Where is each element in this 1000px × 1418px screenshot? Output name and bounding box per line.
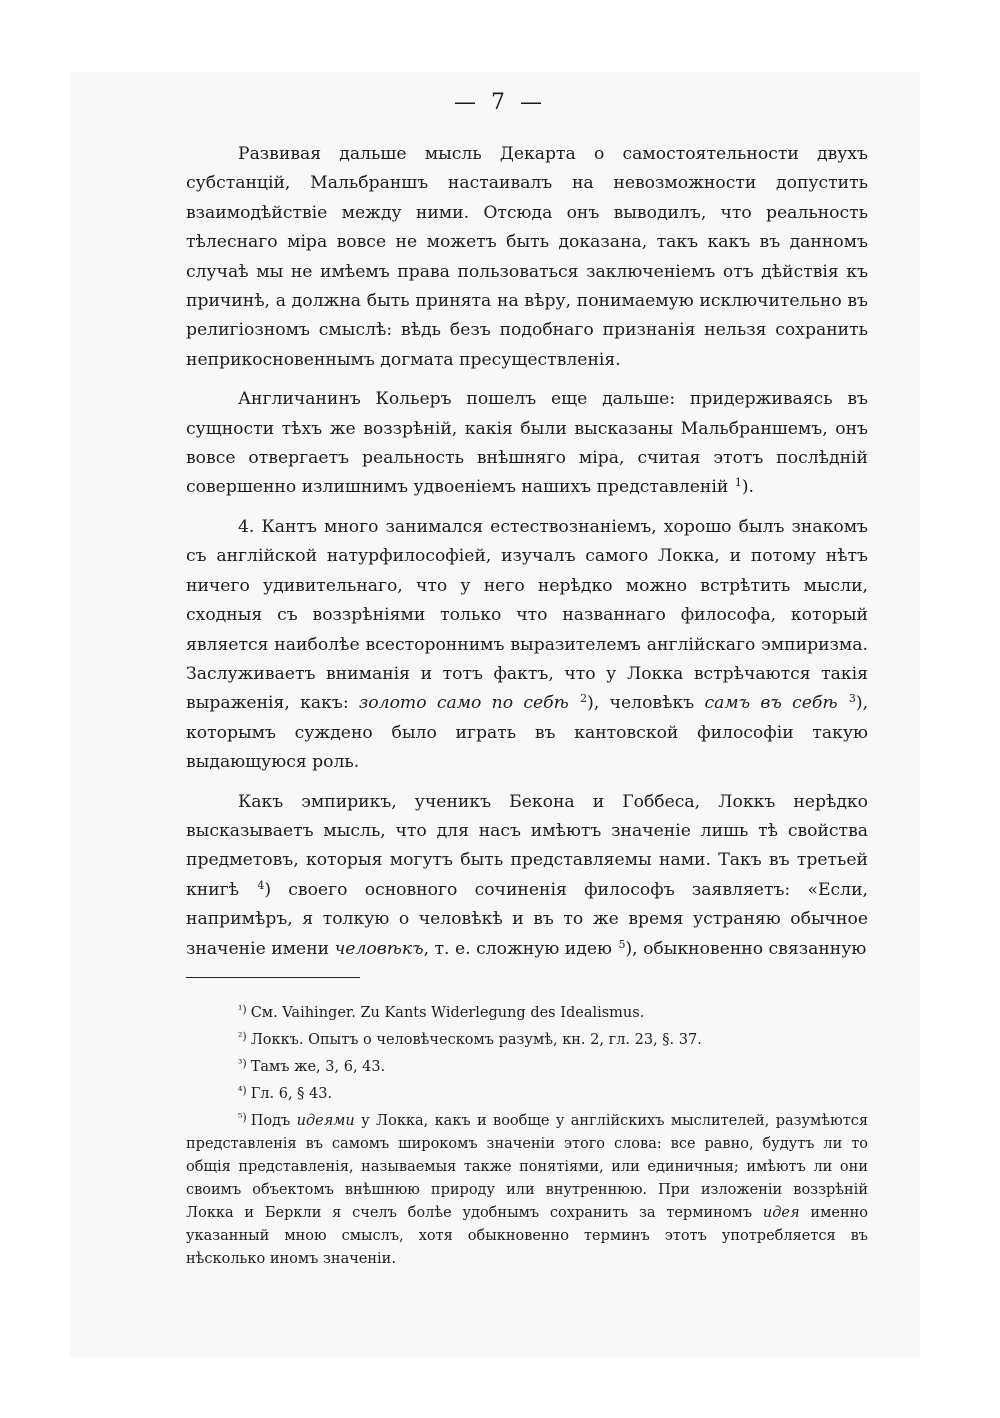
paragraph-text: ) своего основного сочиненія философъ заявляетъ: «Если, напримѣръ, я толкую о человѣкѣ и въ то же время устраняю обычное значеніе имени bbox=[186, 879, 869, 959]
footnote-ref-4[interactable]: 4 bbox=[257, 878, 265, 892]
footnote-ref-1[interactable]: 1 bbox=[734, 476, 742, 490]
footnote-text: Подъ bbox=[250, 1113, 291, 1129]
paragraph-text: ), человѣкъ bbox=[587, 693, 695, 714]
paragraph-kant bbox=[186, 513, 868, 778]
footnote-marker: ¹) bbox=[238, 1003, 247, 1016]
footnote-1 bbox=[186, 998, 868, 1025]
italic-phrase: самъ въ себѣ bbox=[704, 693, 838, 714]
paragraph-malebranche bbox=[186, 140, 868, 375]
paragraph-locke bbox=[186, 788, 868, 964]
footnote-divider bbox=[186, 977, 360, 978]
footnote-text: См. Vaihinger. Zu Kants Widerlegung des Idealismus. bbox=[250, 1005, 645, 1021]
paragraph-text: ), обыкновенно связанную bbox=[625, 938, 867, 959]
main-text bbox=[186, 140, 868, 974]
paragraph-text: , т. е. сложную идею bbox=[423, 938, 612, 959]
footnote-text: Локкъ. Опытъ о человѣческомъ разумѣ, кн. 2, гл. 23, §. 37. bbox=[250, 1032, 702, 1048]
footnotes bbox=[186, 998, 868, 1271]
footnote-marker: ⁴) bbox=[238, 1084, 247, 1097]
paragraph-text: ), которымъ суждено было играть въ кантовской философіи такую выдающуюся роль. bbox=[186, 693, 869, 773]
footnote-ref-3[interactable]: 3 bbox=[848, 692, 856, 706]
footnote-marker: ²) bbox=[238, 1030, 247, 1043]
page-number: — 7 — bbox=[454, 90, 546, 115]
paragraph-text: Какъ эмпирикъ, ученикъ Бекона и Гоббеса, Локкъ нерѣдко высказываетъ мысль, что для насъ имѣютъ значеніе лишь тѣ свойства предметовъ, которыя могутъ быть представляемы нами. Такъ въ третьей книгѣ bbox=[186, 791, 868, 900]
footnote-3 bbox=[186, 1052, 868, 1079]
footnote-2 bbox=[186, 1025, 868, 1052]
italic-phrase: человѣкъ bbox=[334, 938, 424, 959]
footnote-text: у Локка, какъ и вообще у англійскихъ мыслителей, разумѣются представленія въ самомъ широкомъ значеніи этого слова: все равно, будутъ ли то общія представленія, называемыя также понятіями, или единичныя; имѣютъ ли они своимъ объектомъ внѣшнюю природу или внутреннюю. При изложеніи воззрѣній Локка и Беркли я счелъ болѣе удобнымъ сохранить за терминомъ bbox=[186, 1113, 868, 1221]
paragraph-text: 4. Кантъ много занимался естествознаніемъ, хорошо былъ знакомъ съ англійской натурфилософіей, изучалъ самого Локка, и потому нѣтъ ничего удивительнаго, что у него нерѣдко можно встрѣтить мысли, сходныя съ воззрѣніями только что названнаго философа, который является наиболѣе всестороннимъ выразителемъ англійскаго эмпиризма. Заслуживаетъ вниманія и тотъ фактъ, что у Локка встрѣчаются такія выраженія, какъ: bbox=[186, 516, 868, 714]
footnote-text: Тамъ же, 3, 6, 43. bbox=[250, 1059, 386, 1075]
footnote-text: Гл. 6, § 43. bbox=[250, 1086, 333, 1102]
paragraph-text: Англичанинъ Кольеръ пошелъ еще дальше: придерживаясь въ сущности тѣхъ же воззрѣній, какія были высказаны Мальбраншемъ, онъ вовсе отвергаетъ реальность внѣшняго міра, считая этотъ послѣдній совершенно излишнимъ удвоеніемъ нашихъ представленій bbox=[186, 389, 868, 498]
footnote-marker: ³) bbox=[238, 1057, 247, 1070]
paragraph-text: ). bbox=[741, 477, 754, 498]
italic-phrase: золото само по себѣ bbox=[358, 693, 569, 714]
footnote-5 bbox=[186, 1106, 868, 1271]
footnote-text: именно указанный мною смыслъ, хотя обыкновенно терминъ этотъ употребляется въ нѣсколько иномъ значеніи. bbox=[186, 1205, 869, 1267]
paragraph-collier bbox=[186, 385, 868, 503]
footnote-4 bbox=[186, 1079, 868, 1106]
footnote-ref-5[interactable]: 5 bbox=[618, 937, 626, 951]
footnote-ref-2[interactable]: 2 bbox=[580, 692, 588, 706]
footnote-marker: ⁵) bbox=[238, 1111, 247, 1124]
italic-phrase: идеями bbox=[296, 1113, 355, 1129]
paragraph-text: Развивая дальше мысль Декарта о самостоятельности двухъ субстанцій, Мальбраншъ настаивалъ на невозможности допустить взаимодѣйствіе между ними. Отсюда онъ выводилъ, что реальность тѣлеснаго міра вовсе не можетъ быть доказана, такъ какъ въ данномъ случаѣ мы не имѣемъ права пользоваться заключеніемъ отъ дѣйствія къ причинѣ, а должна быть принята на вѣру, понимаемую исключительно въ религіозномъ смыслѣ: вѣдь безъ подобнаго признанія нельзя сохранить неприкосновеннымъ догмата пресуществленія. bbox=[186, 144, 868, 370]
italic-phrase: идея bbox=[762, 1205, 800, 1221]
